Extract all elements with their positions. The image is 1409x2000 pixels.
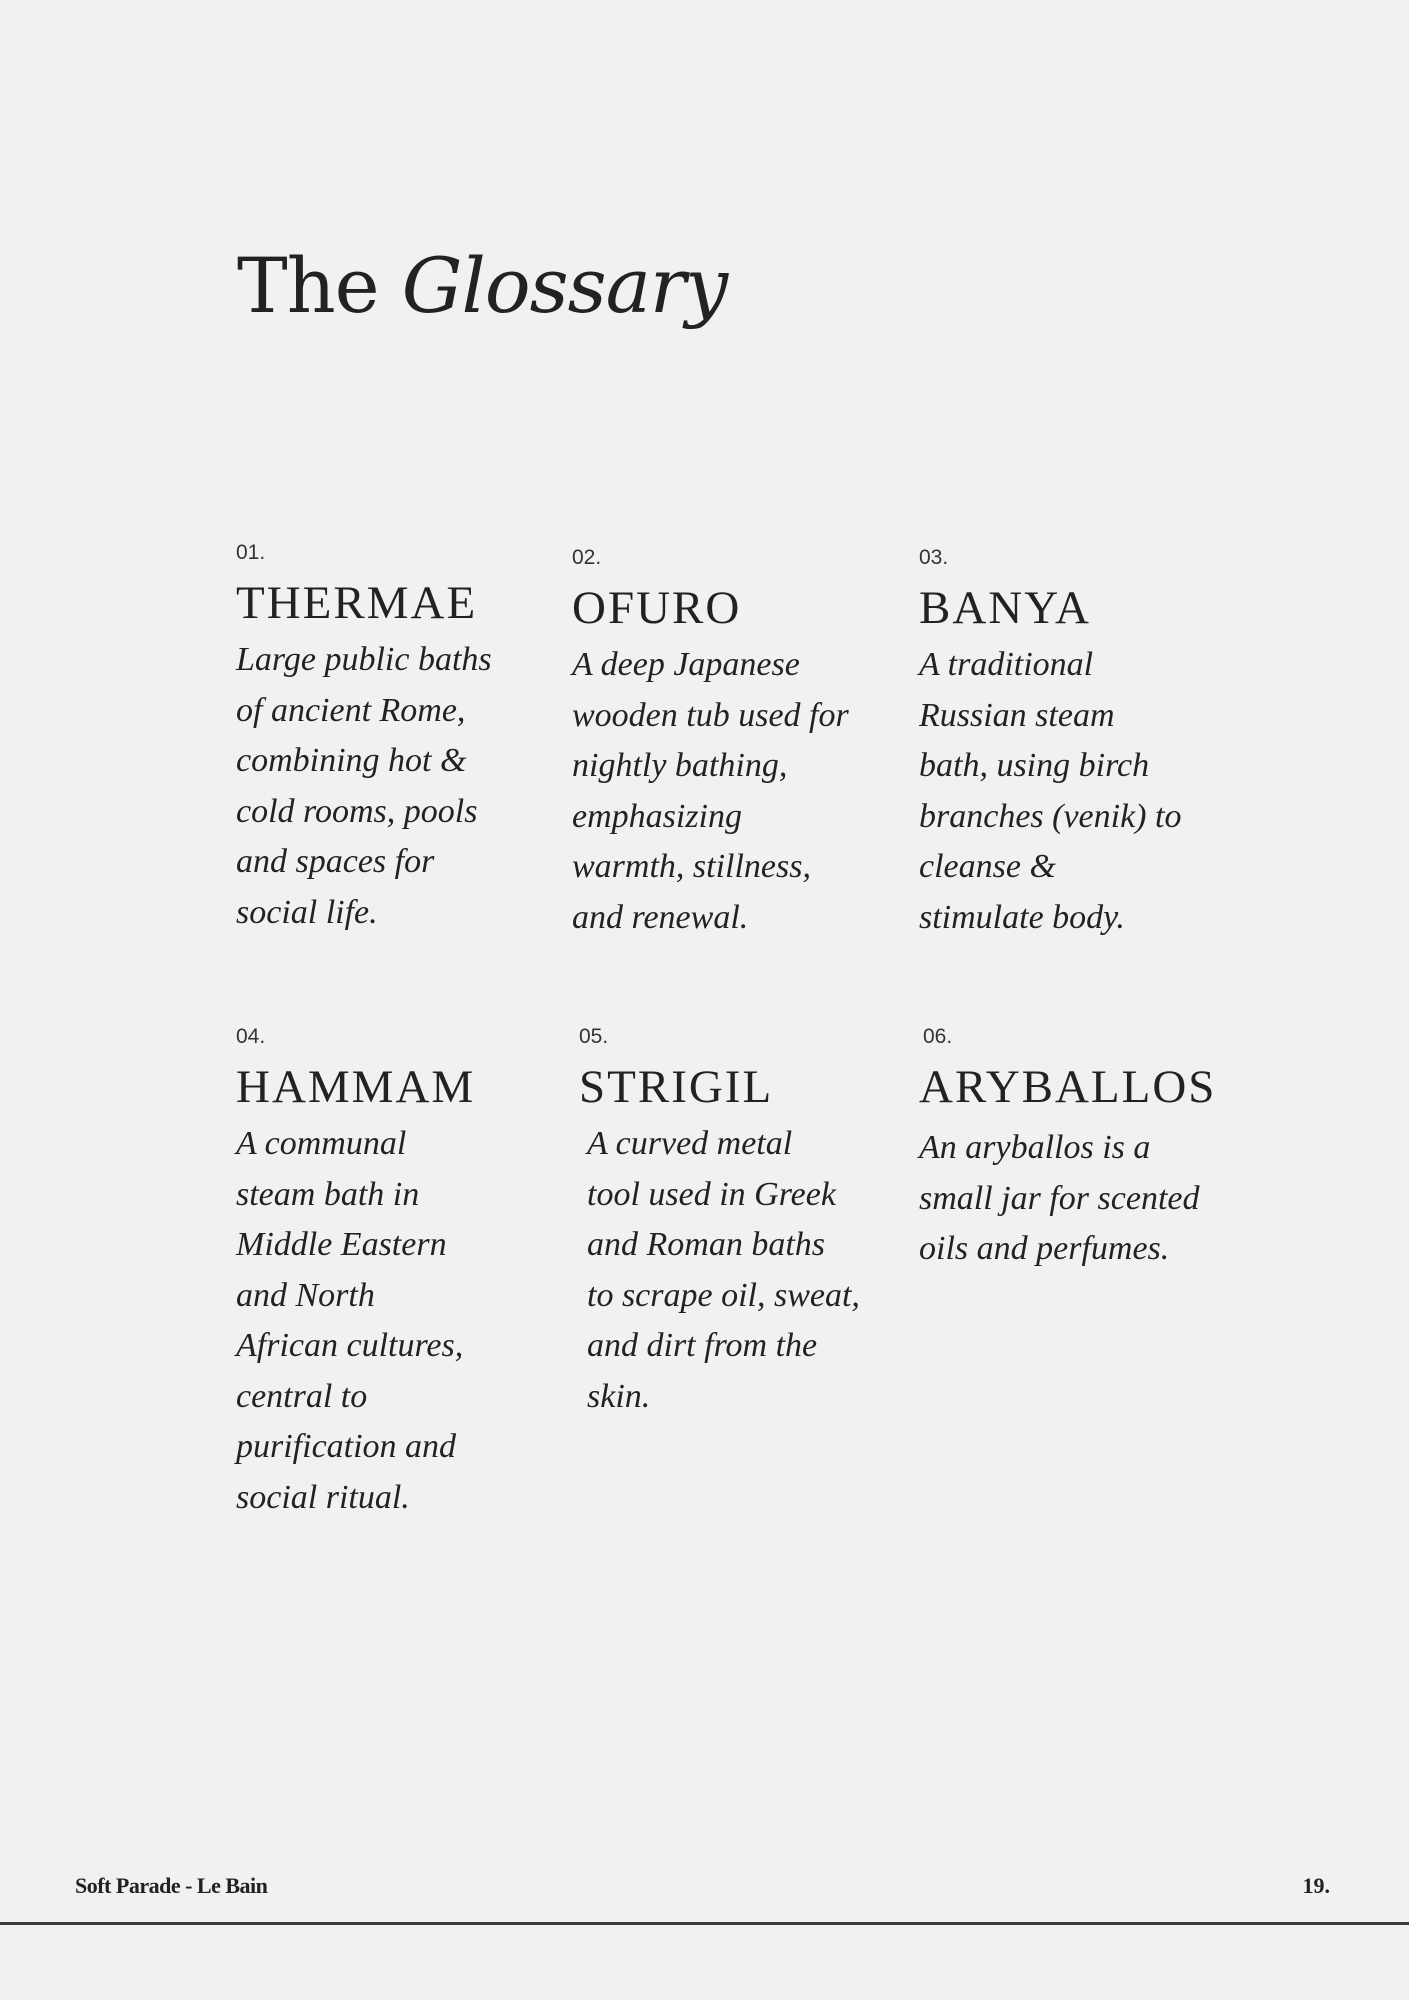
entry-definition (572, 640, 862, 943)
definition-line: An aryballos is a (919, 1129, 1151, 1166)
entry-number: 03. (919, 546, 949, 569)
entry-term: HAMMAM (236, 1061, 476, 1113)
definition-line: central to (236, 1377, 368, 1415)
entry-definition (236, 635, 526, 938)
definition-line: A communal (236, 1125, 407, 1162)
definition-line: to scrape oil, sweat, (587, 1276, 860, 1314)
entry-number: 02. (572, 546, 602, 569)
definition-line: social life. (236, 893, 378, 931)
definition-line: and dirt from the (587, 1327, 818, 1364)
entry-term: THERMAE (236, 577, 478, 629)
title-emphasis: Glossary (401, 241, 728, 330)
definition-line: small jar for scented (919, 1179, 1200, 1217)
entry-number: 01. (236, 541, 266, 564)
definition-line: and Roman baths (587, 1226, 825, 1263)
definition-line: A traditional (919, 646, 1094, 683)
definition-line: cleanse & (919, 848, 1056, 885)
entry-term: STRIGIL (579, 1061, 774, 1113)
definition-line: wooden tub used for (572, 696, 849, 734)
definition-line: African cultures, (236, 1327, 464, 1364)
entry-number: 04. (236, 1025, 266, 1048)
definition-line: skin. (587, 1377, 651, 1415)
definition-line: Russian steam (919, 696, 1115, 734)
definition-line: warmth, stillness, (572, 848, 811, 885)
glossary-entry-aryballos (919, 1025, 1217, 1275)
definition-line: Large public baths (236, 641, 492, 678)
definition-line: branches (venik) to (919, 797, 1182, 835)
definition-line: bath, using birch (919, 747, 1150, 784)
glossary-entry-banya (919, 547, 1209, 943)
definition-line: and spaces for (236, 843, 435, 880)
definition-line: A curved metal (587, 1125, 793, 1162)
entry-definition (236, 1119, 526, 1523)
glossary-entry-thermae (236, 542, 526, 938)
definition-line: and renewal. (572, 898, 749, 936)
definition-line: of ancient Rome, (236, 691, 466, 729)
title-prefix: The (237, 241, 379, 330)
page-title (237, 241, 728, 330)
entry-term: BANYA (919, 582, 1091, 634)
definition-line: cold rooms, pools (236, 792, 478, 830)
footer-divider (0, 1922, 1409, 1925)
definition-line: and North (236, 1276, 375, 1314)
definition-line: stimulate body. (919, 898, 1125, 936)
publication-name: Soft Parade - Le Bain (75, 1873, 268, 1898)
definition-line: oils and perfumes. (919, 1230, 1170, 1267)
entry-term: OFURO (572, 582, 742, 634)
definition-line: combining hot & (236, 742, 467, 779)
definition-line: steam bath in (236, 1175, 420, 1213)
definition-line: Middle Eastern (236, 1226, 447, 1263)
entry-term: ARYBALLOS (919, 1061, 1217, 1113)
glossary-entry-strigil (579, 1026, 869, 1422)
entry-number: 05. (579, 1025, 609, 1048)
entry-definition (919, 1123, 1209, 1275)
definition-line: A deep Japanese (572, 646, 800, 683)
definition-line: tool used in Greek (587, 1175, 836, 1213)
definition-line: purification and (236, 1428, 457, 1465)
definition-line: emphasizing (572, 797, 742, 835)
glossary-entry-ofuro (572, 547, 862, 943)
entry-definition (579, 1119, 869, 1422)
definition-line: nightly bathing, (572, 747, 788, 784)
entry-definition (919, 640, 1209, 943)
page-number: 19. (1302, 1873, 1330, 1898)
entry-number: 06. (923, 1025, 953, 1048)
glossary-entry-hammam (236, 1026, 526, 1523)
definition-line: social ritual. (236, 1478, 410, 1516)
